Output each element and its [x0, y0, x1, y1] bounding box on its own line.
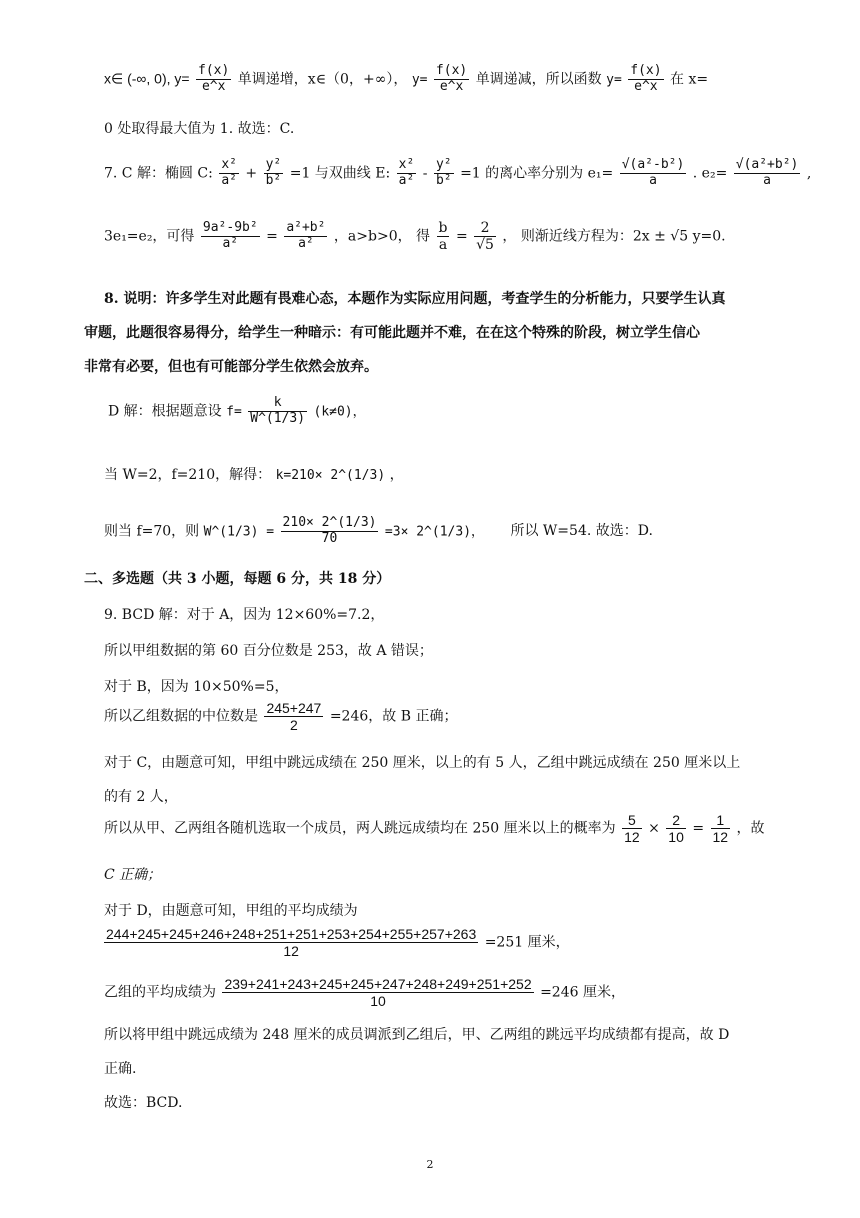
q8-note-line: 审题，此题很容易得分，给学生一种暗示：有可能此题并不难，在在这个特殊的阶段，树立学生信心 — [84, 325, 700, 341]
fraction: $\frac{k}{W\^{}(1/3)}$ — [250, 395, 306, 426]
fraction: $\frac{b}{a}$ — [438, 220, 448, 254]
fraction: $\frac{244+245+245+246+248+251+251+253+254+255+257+263}{12}$ — [106, 926, 477, 960]
question-8-line: 则当 f=70，则 W^(1/3) = $\frac{210\times 2\^{}(1/3)}{70}$ =3× 2^(1/3)， 所以 W=54. 故选：D. — [104, 515, 653, 546]
question-9-line: 对于 C，由题意可知，甲组中跳远成绩在 250 厘米，以上的有 5 人，乙组中跳远成绩在 250 厘米以上 — [104, 755, 741, 771]
fraction: $\frac{2}{10}$ — [668, 812, 684, 846]
q8-note-line: 8. 说明：许多学生对此题有畏难心态，本题作为实际应用问题，考查学生的分析能力，只要学生认真 — [104, 291, 726, 307]
question-7: 7. C 解：椭圆 C: $\frac{\text{x²}}{\text{a²}}$ + $\frac{\text{y²}}{\text{b²}}$ =1 与双曲线 E: $\frac{\text{x²}}{\text{a²}}$ - $\frac{\text{y²}}{\text{b²}}$ =1 的离心率分别为 e₁= $\frac{\text{√(a²-b²)}}{a}$ . e₂= $\frac{\text{√(a²+b²)}}{a}$ , — [104, 157, 812, 188]
fraction: $\frac{\text{y²}}{\text{b²}}$ — [265, 157, 282, 188]
q8-note-line: 非常有必要，但也有可能部分学生依然会放弃。 — [84, 359, 378, 375]
question-9-line: 正确. — [104, 1061, 137, 1077]
fraction: $\frac{245+247}{2}$ — [266, 700, 322, 734]
question-9-line: 所以甲组数据的第 60 百分位数是 253，故 A 错误； — [104, 643, 433, 659]
fraction: $\frac{\text{a²+b²}}{\text{a²}}$ — [286, 220, 326, 252]
fraction: $\frac{5}{12}$ — [624, 812, 640, 846]
question-7-cont: 3e₁=e₂，可得 $\frac{\text{9a²-9b²}}{\text{a²}}$ = $\frac{\text{a²+b²}}{\text{a²}}$ ，a>b>0， 得 $\frac{b}{a}$ = $\frac{2}{√5}$ ， 则渐近线方程为：2x ± √5 y=0. — [104, 220, 726, 254]
question-9-line: 故选：BCD. — [104, 1095, 183, 1111]
question-9-line: 的有 2 人， — [104, 789, 178, 805]
question-8: D 解：根据题意设 f= $\frac{k}{W\^{}(1/3)}$ (k≠0)， — [108, 395, 366, 426]
fraction: $\frac{\text{√(a²-b²)}}{a}$ — [621, 157, 685, 188]
question-9-line: 对于 D，由题意可知，甲组的平均成绩为 — [104, 903, 358, 919]
fraction: $\frac{239+241+243+245+245+247+248+249+251+252}{10}$ — [224, 976, 532, 1010]
fraction: $\frac{1}{12}$ — [712, 812, 729, 846]
question-9-line: 所以乙组数据的中位数是 $\frac{245+247}{2}$ =246，故 B 正确； — [104, 700, 458, 734]
fraction: $\frac{210\times 2\^{}(1/3)}{70}$ — [282, 515, 377, 546]
question-9-line: C 正确； — [104, 867, 162, 883]
question-9-line: 乙组的平均成绩为 $\frac{239+241+243+245+245+247+248+249+251+252}{10}$ =246 厘米， — [104, 976, 625, 1010]
fraction: $\frac{f(x)}{e\^{}x}$ — [630, 63, 662, 94]
question-9-line: 所以将甲组中跳远成绩为 248 厘米的成员调派到乙组后，甲、乙两组的跳远平均成绩都有提高，故 D — [104, 1027, 730, 1043]
text-line: x∈ (-∞, 0), y= $\frac{f(x)}{e\^{}x}$ 单调递增，x∈（0，+∞）， y= $\frac{f(x)}{e\^{}x}$ 单调递减，所以函数 y= $\frac{f(x)}{e\^{}x}$ 在 x= — [104, 63, 709, 94]
fraction: $\frac{\text{x²}}{\text{a²}}$ — [398, 157, 415, 188]
question-9-line: 对于 B，因为 10×50%=5， — [104, 679, 289, 695]
question-9-line: 所以从甲、乙两组各随机选取一个成员，两人跳远成绩均在 250 厘米以上的概率为 $\frac{5}{12}$ × $\frac{2}{10}$ = $\frac{1}{12}$ ，故 — [104, 812, 765, 846]
fraction: $\frac{\text{9a²-9b²}}{\text{a²}}$ — [202, 220, 258, 252]
fraction: $\frac{f(x)}{e\^{}x}$ — [198, 63, 230, 94]
fraction: $\frac{\text{x²}}{\text{a²}}$ — [221, 157, 237, 188]
question-9-line: 9. BCD 解：对于 A，因为 12×60%=7.2， — [104, 607, 385, 623]
section-heading: 二、多选题（共 3 小题，每题 6 分，共 18 分） — [84, 571, 391, 587]
page-number: 2 — [426, 1158, 434, 1171]
question-8-line: 当 W=2，f=210，解得： k=210× 2^(1/3) ， — [104, 467, 404, 483]
text-line: 0 处取得最大值为 1. 故选：C. — [104, 121, 295, 137]
question-9-line: $\frac{244+245+245+246+248+251+251+253+254+255+257+263}{12}$ =251 厘米， — [106, 926, 570, 960]
fraction: $\frac{2}{√5}$ — [476, 220, 494, 254]
fraction: $\frac{f(x)}{e\^{}x}$ — [435, 63, 468, 94]
fraction: $\frac{\text{√(a²+b²)}}{a}$ — [735, 157, 799, 188]
fraction: $\frac{\text{y²}}{\text{b²}}$ — [435, 157, 452, 188]
